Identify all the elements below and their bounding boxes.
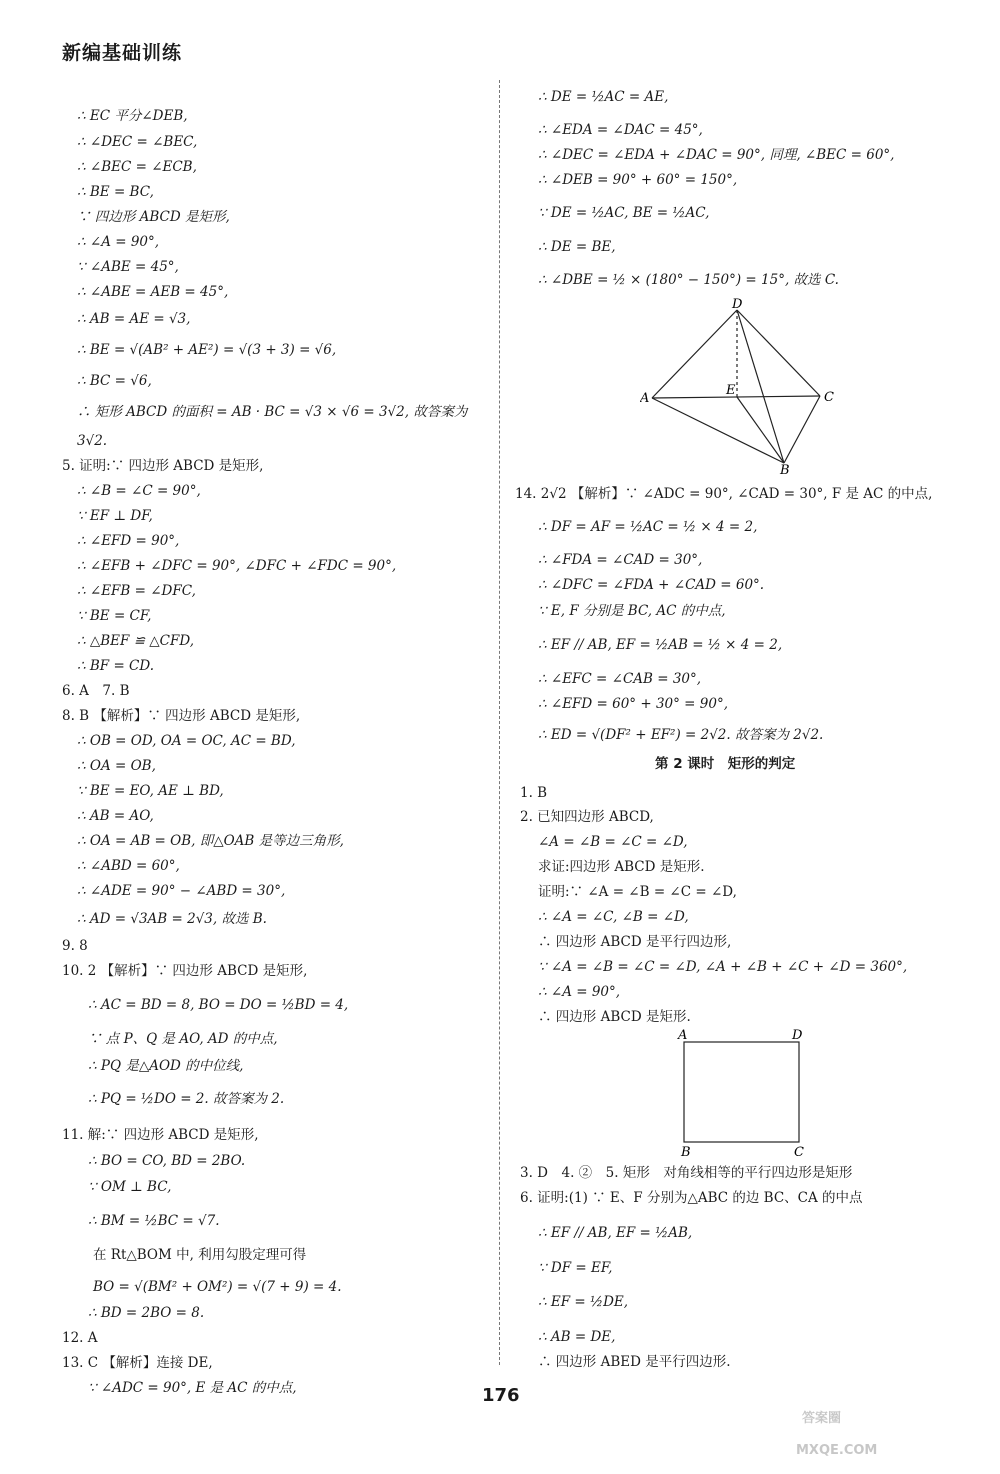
label-A: A: [640, 391, 650, 406]
watermark-logo: [788, 1382, 978, 1460]
text-line: ∴ ∠A = 90°,: [77, 234, 160, 250]
text-line: ∴ DE = BE,: [538, 239, 616, 255]
text-line: ∴ ∠DEC = ∠BEC,: [77, 134, 198, 150]
diagram-quadrilateral-diagonals: [640, 298, 870, 476]
text-line: ∴ 四边形 ABCD 是矩形.: [538, 1009, 691, 1025]
text-line: ∴ EF // AB, EF = ½AB,: [538, 1225, 693, 1241]
text-line: 6. 证明:(1) ∵ E、F 分别为△ABC 的边 BC、CA 的中点: [520, 1190, 863, 1206]
label-A: A: [678, 1028, 688, 1043]
book-series-header: 新编基础训练: [62, 42, 183, 64]
text-line: ∴ ED = √(DF² + EF²) = 2√2. 故答案为 2√2.: [538, 727, 824, 743]
text-line: ∴ ∠B = ∠C = 90°,: [77, 483, 201, 499]
text-line: ∴ PQ = ½DO = 2. 故答案为 2.: [88, 1091, 285, 1107]
page-number: 176: [482, 1385, 520, 1406]
text-line: ∵ 点 P、Q 是 AO, AD 的中点,: [88, 1031, 278, 1047]
text-line: ∴ DE = ½AC = AE,: [538, 89, 669, 105]
text-line: ∴ ∠EFD = 60° + 30° = 90°,: [538, 696, 728, 712]
label-D: D: [792, 1028, 803, 1043]
text-line: 11. 解:∵ 四边形 ABCD 是矩形,: [62, 1127, 259, 1143]
label-D: D: [732, 298, 743, 312]
text-line: 求证:四边形 ABCD 是矩形.: [538, 859, 705, 875]
text-line: ∴ 四边形 ABED 是平行四边形.: [538, 1354, 731, 1370]
text-line: ∵ BE = CF,: [77, 608, 152, 624]
text-line: ∴ EC 平分∠DEB,: [77, 108, 188, 124]
text-line: ∵ ∠A = ∠B = ∠C = ∠D, ∠A + ∠B + ∠C + ∠D = 360°,: [538, 959, 908, 975]
text-line: 在 Rt△BOM 中, 利用勾股定理可得: [93, 1247, 307, 1263]
text-line: ∴ OA = AB = OB, 即△OAB 是等边三角形,: [77, 833, 344, 849]
text-line: ∴ ∠ADE = 90° − ∠ABD = 30°,: [77, 883, 286, 899]
text-line: ∴ ∠BEC = ∠ECB,: [77, 159, 197, 175]
text-line: 证明:∵ ∠A = ∠B = ∠C = ∠D,: [538, 884, 737, 900]
diagram-rectangle-abcd: [676, 1028, 810, 1158]
text-line: ∴ BD = 2BO = 8.: [88, 1305, 205, 1321]
text-line: ∴ BO = CO, BD = 2BO.: [88, 1153, 246, 1169]
text-line: ∴ PQ 是△AOD 的中位线,: [88, 1058, 244, 1074]
text-line: ∴ ∠ABE = AEB = 45°,: [77, 284, 229, 300]
text-line: 10. 2 【解析】∵ 四边形 ABCD 是矩形,: [62, 963, 308, 979]
text-line: ∴ EF // AB, EF = ½AB = ½ × 4 = 2,: [538, 637, 783, 653]
text-line: 2. 已知四边形 ABCD,: [520, 809, 654, 825]
text-line: ∵ BE = EO, AE ⊥ BD,: [77, 783, 224, 799]
text-line: ∴ ∠A = ∠C, ∠B = ∠D,: [538, 909, 689, 925]
label-C: C: [824, 390, 834, 405]
label-C: C: [794, 1145, 804, 1158]
text-line: 12. A: [62, 1330, 98, 1346]
section-title: 第 2 课时 矩形的判定: [655, 756, 796, 772]
text-line: ∴ ∠EFC = ∠CAB = 30°,: [538, 671, 702, 687]
text-line: 13. C 【解析】连接 DE,: [62, 1355, 213, 1371]
watermark-text: 答案圈: [802, 1411, 842, 1426]
text-line: ∴ ∠ABD = 60°,: [77, 858, 180, 874]
text-line: ∵ E, F 分别是 BC, AC 的中点,: [538, 603, 726, 619]
column-divider: [499, 80, 500, 1365]
text-line: ∴ AB = AE = √3,: [77, 311, 191, 327]
text-line: ∴ BF = CD.: [77, 658, 155, 674]
text-line: ∴ BM = ½BC = √7.: [88, 1213, 220, 1229]
text-line: ∵ DF = EF,: [538, 1260, 613, 1276]
text-line: ∴ ∠EDA = ∠DAC = 45°,: [538, 122, 703, 138]
text-line: 8. B 【解析】∵ 四边形 ABCD 是矩形,: [62, 708, 301, 724]
label-E: E: [726, 383, 736, 398]
text-line: ∴ 四边形 ABCD 是平行四边形,: [538, 934, 732, 950]
text-line: ∴ ∠EFD = 90°,: [77, 533, 180, 549]
text-line: ∴ AD = √3AB = 2√3, 故选 B.: [77, 911, 267, 927]
text-line: ∴ BC = √6,: [77, 373, 152, 389]
text-line: ∴ DF = AF = ½AC = ½ × 4 = 2,: [538, 519, 758, 535]
label-B: B: [780, 463, 790, 476]
text-line: 5. 证明:∵ 四边形 ABCD 是矩形,: [62, 458, 264, 474]
text-line: ∴ ∠EFB + ∠DFC = 90°, ∠DFC + ∠FDC = 90°,: [77, 558, 397, 574]
text-line: ∴ ∠DEB = 90° + 60° = 150°,: [538, 172, 738, 188]
text-line: ∴ AB = DE,: [538, 1329, 616, 1345]
text-line: 3√2.: [77, 433, 108, 449]
text-line: ∴ EF = ½DE,: [538, 1294, 629, 1310]
text-line: ∴ ∠EFB = ∠DFC,: [77, 583, 196, 599]
text-line: ∵ OM ⊥ BC,: [88, 1179, 172, 1195]
text-line: ∴ OA = OB,: [77, 758, 156, 774]
text-line: ∵ EF ⊥ DF,: [77, 508, 153, 524]
text-line: 1. B: [520, 785, 548, 801]
label-B: B: [681, 1145, 691, 1158]
text-line: ∴ ∠FDA = ∠CAD = 30°,: [538, 552, 703, 568]
text-line: ∴ ∠DFC = ∠FDA + ∠CAD = 60°.: [538, 577, 765, 593]
text-line: ∴ ∠DEC = ∠EDA + ∠DAC = 90°, 同理, ∠BEC = 60°,: [538, 147, 895, 163]
text-line: ∴ OB = OD, OA = OC, AC = BD,: [77, 733, 296, 749]
text-line: ∴ AB = AO,: [77, 808, 154, 824]
text-line: ∴ BE = √(AB² + AE²) = √(3 + 3) = √6,: [77, 342, 337, 358]
text-line: ∠A = ∠B = ∠C = ∠D,: [538, 834, 688, 850]
text-line: BO = √(BM² + OM²) = √(7 + 9) = 4.: [93, 1279, 342, 1295]
text-line: ∴ ∠A = 90°,: [538, 984, 621, 1000]
text-line: ∴ BE = BC,: [77, 184, 154, 200]
text-line: ∴ △BEF ≌ △CFD,: [77, 633, 195, 649]
text-line: ∴ ∠DBE = ½ × (180° − 150°) = 15°, 故选 C.: [538, 272, 839, 288]
text-line: 14. 2√2 【解析】∵ ∠ADC = 90°, ∠CAD = 30°, F 是 AC 的中点,: [515, 486, 933, 502]
text-line: 6. A 7. B: [62, 683, 130, 699]
text-line: ∵ 四边形 ABCD 是矩形,: [77, 209, 230, 225]
text-line: ∵ ∠ADC = 90°, E 是 AC 的中点,: [88, 1380, 297, 1396]
text-line: ∵ DE = ½AC, BE = ½AC,: [538, 205, 710, 221]
text-line: ∴ 矩形 ABCD 的面积 = AB · BC = √3 × √6 = 3√2, 故答案为: [77, 404, 468, 420]
text-line: 3. D 4. ② 5. 矩形 对角线相等的平行四边形是矩形: [520, 1165, 853, 1181]
text-line: ∴ AC = BD = 8, BO = DO = ½BD = 4,: [88, 997, 349, 1013]
watermark-url: MXQE.COM: [796, 1443, 878, 1458]
text-line: 9. 8: [62, 938, 88, 954]
text-line: ∵ ∠ABE = 45°,: [77, 259, 179, 275]
